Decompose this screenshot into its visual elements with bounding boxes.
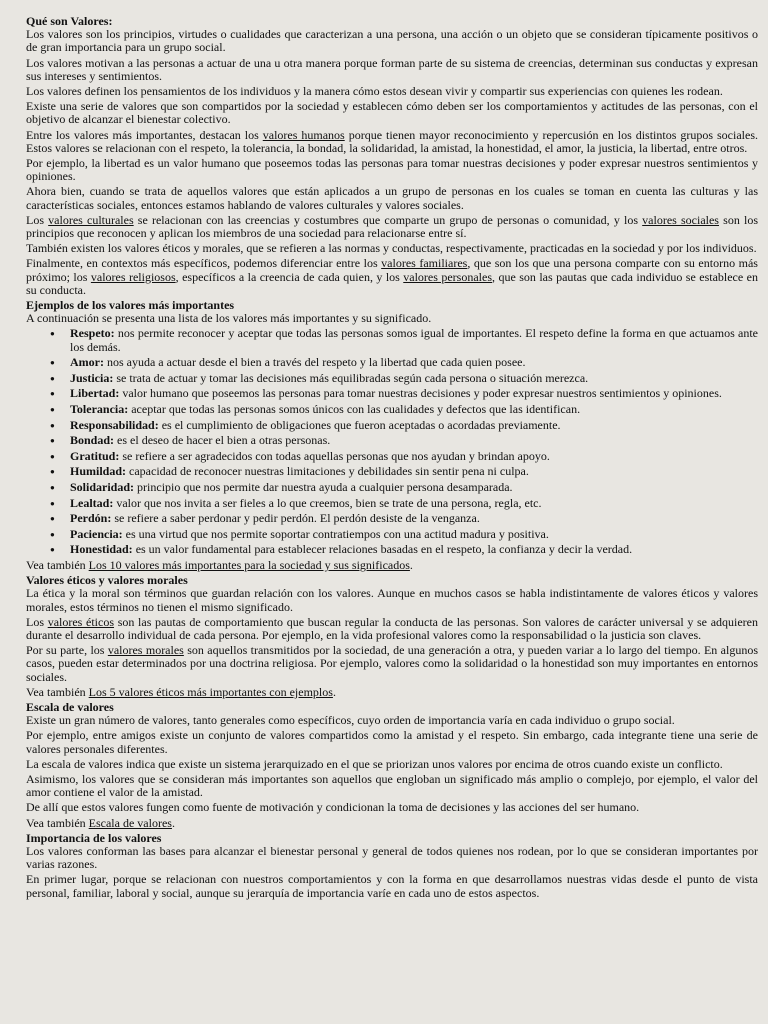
text: Los	[26, 212, 49, 227]
link-10-valores[interactable]: Los 10 valores más importantes para la sociedad y sus significados	[88, 557, 410, 572]
link-valores-humanos[interactable]: valores humanos	[262, 127, 345, 142]
paragraph: La ética y la moral son términos que guardan relación con los valores. Aunque en muchos casos se habla indistintamente de valores éticos y valores morales, estos términos no tienen el mismo significado.	[26, 586, 758, 614]
text: Vea también	[26, 557, 89, 572]
definition: nos ayuda a actuar desde el bien a través del respeto y la libertad que cada quien posee.	[103, 355, 526, 370]
paragraph: Ahora bien, cuando se trata de aquellos valores que están aplicados a un grupo de personas en los cuales se toman en cuenta las culturas y las características sociales, entonces estamos hablando de valores culturales y valores sociales.	[26, 184, 758, 212]
list-item	[70, 543, 758, 556]
term: Perdón:	[70, 511, 112, 526]
list-item	[70, 356, 758, 369]
definition: es el deseo de hacer el bien a otras personas.	[114, 433, 331, 448]
term: Responsabilidad:	[70, 417, 159, 432]
link-valores-familiares[interactable]: valores familiares	[381, 256, 468, 271]
see-also	[26, 686, 758, 699]
paragraph: Por ejemplo, entre amigos existe un conjunto de valores compartidos como la amistad y el respeto. Sin embargo, cada integrante tiene una serie de valores personales diferentes.	[26, 728, 758, 756]
definition: valor humano que poseemos las personas para tomar nuestras decisiones y poder expresar nuestros sentimientos y opiniones.	[119, 386, 722, 401]
list-item	[70, 481, 758, 494]
paragraph	[26, 616, 758, 642]
paragraph: También existen los valores éticos y morales, que se refieren a las normas y conductas, respectivamente, practicadas en la sociedad y por los individuos.	[26, 241, 757, 256]
definition: se refiere a saber perdonar y pedir perdón. El perdón desiste de la venganza.	[111, 511, 480, 526]
list-item	[70, 327, 758, 353]
definition: es una virtud que nos permite soportar contratiempos con una actitud madura y positiva.	[122, 526, 549, 541]
paragraph: Los valores motivan a las personas a actuar de una u otra manera porque forman parte de su sistema de creencias, determinan sus conductas y expresan sus intereses y sentimientos.	[26, 55, 758, 83]
text: Por su parte, los	[26, 643, 108, 658]
see-also	[26, 559, 758, 572]
paragraph	[26, 257, 758, 297]
link-valores-religiosos[interactable]: valores religiosos	[90, 269, 176, 284]
text: Entre los valores más importantes, destacan los	[26, 127, 263, 142]
text: son aquellos transmitidos por la sociedad, de una generación a otra, y pueden variar a lo largo del tiempo. En algunos casos, pueden estar determinados por una doctrina religiosa. Por ejemplo, valores como la solidaridad o la honestidad son muy importantes en entornos sociales.	[26, 643, 758, 684]
heading-escala: Escala de valores	[26, 700, 114, 715]
see-also	[26, 817, 758, 830]
text: son las pautas de comportamiento que buscan regular la conducta de las personas. Son valores de carácter universal y se adquieren durante el desarrollo individual de cada persona. Por ejemplo, en la vida profesional valores como la responsabilidad o la justicia son claves.	[26, 614, 758, 642]
text: porque tienen mayor reconocimiento y repercusión en los distintos grupos sociales. Estos valores se relacionan con el respeto, la tolerancia, la bondad, la solidaridad, la amistad, la honestidad, el amor, la justicia, la libertad, entre otros.	[26, 127, 758, 155]
text: Los	[26, 614, 48, 629]
definition: es el cumplimiento de obligaciones que fueron aceptadas o acordadas previamente.	[158, 417, 561, 432]
term: Paciencia:	[70, 526, 123, 541]
definition: se trata de actuar y tomar las decisiones más equilibradas según cada persona o situación merezca.	[113, 370, 589, 385]
text: .	[332, 684, 336, 699]
list-item	[70, 419, 758, 432]
text: se relacionan con las creencias y costumbres que comparte un grupo de personas o comunidad, y los	[133, 212, 643, 227]
definition: se refiere a ser agradecidos con todas aquellas personas que nos ayudan y brindan apoyo.	[119, 448, 550, 463]
definition: es un valor fundamental para establecer relaciones basadas en el respeto, la confianza y decir la verdad.	[132, 542, 633, 557]
text: Vea también	[26, 684, 89, 699]
text: son los principios que reconocen y aplican los miembros de una sociedad para relacionarse entre sí.	[26, 212, 758, 241]
term: Solidaridad:	[70, 480, 135, 495]
term: Tolerancia:	[70, 402, 129, 417]
paragraph: Los valores definen los pensamientos de los individuos y la manera cómo estos desean vivir y compartir sus experiencias con quienes les rodean.	[26, 84, 723, 99]
paragraph: De allí que estos valores fungen como fuente de motivación y condicionan la toma de decisiones y las acciones del ser humano.	[26, 800, 640, 815]
definition: nos permite reconocer y aceptar que todas las personas somos igual de importantes. El respeto define la forma en que actuamos ante los demás.	[70, 326, 758, 354]
paragraph: Los valores son los principios, virtudes o cualidades que caracterizan a una persona, una acción o un objeto que se consideran típicamente positivos o de gran importancia para un grupo social.	[26, 27, 758, 55]
definition: capacidad de reconocer nuestras limitaciones y debilidades sin sentir pena ni culpa.	[126, 464, 529, 479]
term: Amor:	[70, 355, 104, 370]
term: Justicia:	[70, 370, 114, 385]
paragraph: La escala de valores indica que existe un sistema jerarquizado en el que se priorizan unos valores por encima de otros cuando existe un conflicto.	[26, 756, 723, 771]
heading-eticos-morales: Valores éticos y valores morales	[26, 573, 188, 588]
list-item	[70, 434, 758, 447]
term: Honestidad:	[70, 542, 133, 557]
list-item	[70, 403, 758, 416]
paragraph: A continuación se presenta una lista de los valores más importantes y su significado.	[26, 311, 432, 326]
values-list	[26, 327, 758, 556]
paragraph: Asimismo, los valores que se consideran más importantes son aquellos que engloban un significado más amplio o complejo, por ejemplo, el valor del amor contiene el valor de la amistad.	[26, 772, 758, 800]
text: Finalmente, en contextos más específicos, podemos diferenciar entre los	[26, 256, 382, 271]
link-valores-sociales[interactable]: valores sociales	[642, 212, 719, 227]
link-valores-morales[interactable]: valores morales	[107, 643, 184, 658]
term: Libertad:	[70, 386, 120, 401]
list-item	[70, 372, 758, 385]
list-item	[70, 387, 758, 400]
paragraph	[26, 129, 758, 155]
list-item	[70, 497, 758, 510]
definition: principio que nos permite dar nuestra ayuda a cualquier persona desamparada.	[134, 480, 513, 495]
paragraph	[26, 644, 758, 684]
term: Bondad:	[70, 433, 115, 448]
term: Lealtad:	[70, 495, 114, 510]
list-item	[70, 512, 758, 525]
heading-importancia: Importancia de los valores	[26, 830, 162, 845]
paragraph: Por ejemplo, la libertad es un valor humano que poseemos todas las personas para tomar nuestras decisiones y poder expresar nuestros sentimientos y opiniones.	[26, 156, 758, 184]
term: Gratitud:	[70, 448, 120, 463]
heading-ejemplos: Ejemplos de los valores más importantes	[26, 298, 235, 313]
term: Respeto:	[70, 326, 115, 341]
paragraph: Existe una serie de valores que son compartidos por la sociedad y establecen cómo deben ser los comportamientos y actitudes de las personas, con el objetivo de alcanzar el bienestar colectivo.	[26, 99, 758, 127]
paragraph: Los valores conforman las bases para alcanzar el bienestar personal y general de todos quienes nos rodean, por lo que se consideran importantes por varias razones.	[26, 844, 758, 872]
heading-que-son-valores: Qué son Valores:	[26, 14, 113, 28]
text: , que son las pautas que cada individuo se establece en su conducta.	[26, 269, 758, 297]
definition: aceptar que todas las personas somos únicos con las cualidades y defectos que las identifican.	[128, 402, 581, 417]
link-escala-de-valores[interactable]: Escala de valores	[88, 815, 172, 830]
list-item	[70, 528, 758, 541]
text: Vea también	[26, 815, 89, 830]
list-item	[70, 465, 758, 478]
text: , específicos a la creencia de cada quien, y los	[175, 269, 404, 284]
text: .	[409, 557, 413, 572]
list-item	[70, 450, 758, 463]
link-valores-personales[interactable]: valores personales	[403, 269, 493, 284]
paragraph	[26, 214, 758, 240]
definition: valor que nos invita a ser fieles a lo que creemos, bien se trate de una persona, regla, etc.	[113, 495, 542, 510]
paragraph: Existe un gran número de valores, tanto generales como específicos, cuyo orden de importancia varía en cada individuo o grupo social.	[26, 713, 675, 728]
paragraph: En primer lugar, porque se relacionan con nuestros comportamientos y con la forma en que desarrollamos nuestras vidas desde el punto de vista personal, familiar, laboral y social, aunque su jerarquía de importancia varíe en cada uno de estos aspectos.	[26, 872, 758, 900]
term: Humildad:	[70, 464, 127, 479]
link-valores-culturales[interactable]: valores culturales	[48, 212, 134, 227]
text: .	[171, 815, 175, 830]
link-5-valores-eticos[interactable]: Los 5 valores éticos más importantes con ejemplos	[88, 684, 333, 699]
link-valores-eticos[interactable]: valores éticos	[47, 614, 115, 629]
text: , que son los que una persona comparte con su entorno más próximo; los	[26, 256, 758, 284]
